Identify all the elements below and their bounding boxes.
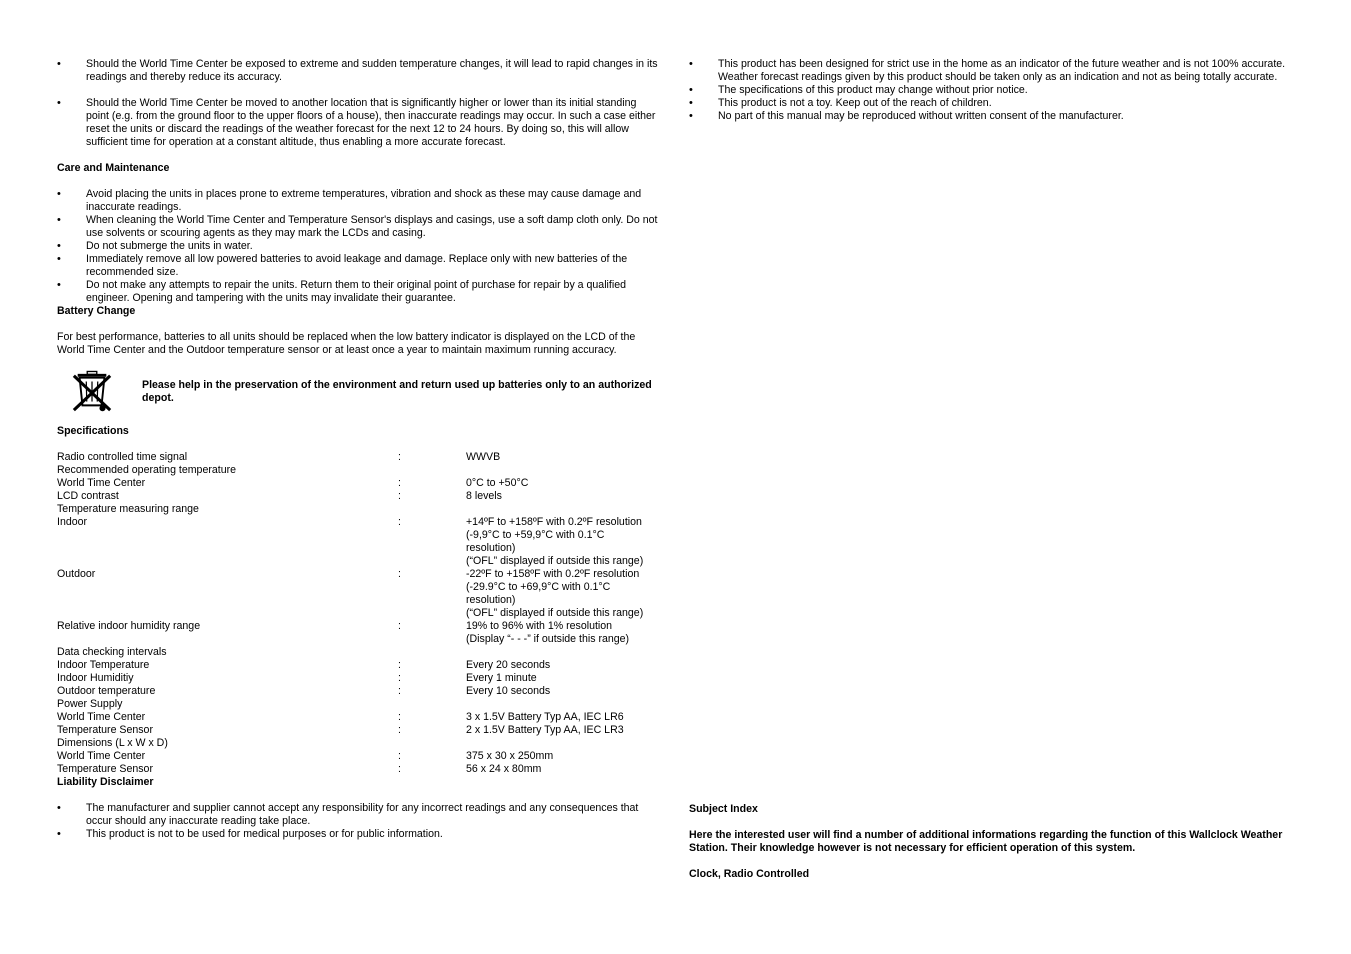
spec-heading: Specifications: [57, 425, 129, 437]
spec-separator: :: [398, 672, 401, 684]
spec-separator: :: [398, 763, 401, 775]
spec-value: Every 20 seconds: [466, 659, 551, 671]
recycle-notice: [57, 370, 662, 414]
liability-list: [57, 802, 662, 841]
subject-index-section: [689, 803, 1294, 881]
spec-separator: :: [398, 477, 401, 489]
list-item: • This product is not a toy. Keep out of the reach of children.: [689, 97, 1294, 110]
spec-value: [466, 503, 662, 516]
table-row: [57, 451, 662, 464]
spec-separator: [398, 646, 466, 659]
spec-separator: [398, 555, 466, 568]
spec-separator: [398, 581, 466, 594]
table-row: [57, 711, 662, 724]
spec-label: Temperature Sensor: [57, 724, 153, 736]
table-row: [57, 737, 662, 750]
list-item: • This product is not to be used for medical purposes or for public information.: [57, 828, 662, 841]
spec-label: [57, 607, 398, 620]
spec-label: [57, 594, 398, 607]
list-item: • The specifications of this product may change without prior notice.: [689, 84, 1294, 97]
top-bullet-list: [57, 58, 662, 149]
spec-label: [57, 555, 398, 568]
spec-value: +14ºF to +158ºF with 0.2ºF resolution: [466, 516, 642, 528]
spec-separator: :: [398, 750, 401, 762]
spec-label: Data checking intervals: [57, 646, 167, 658]
spec-value: (-29.9°C to +69,9°C with 0.1°C: [466, 581, 611, 593]
list-item: • No part of this manual may be reproduced without written consent of the manufacturer.: [689, 110, 1294, 123]
table-row: [57, 555, 662, 568]
care-heading: Care and Maintenance: [57, 162, 170, 174]
spec-value: [466, 737, 662, 750]
spec-value: 2 x 1.5V Battery Typ AA, IEC LR3: [466, 724, 624, 736]
spec-separator: [398, 503, 466, 516]
table-row: [57, 542, 662, 555]
spec-label: Power Supply: [57, 698, 123, 710]
subject-heading: Subject Index: [689, 803, 758, 815]
left-column: [57, 58, 662, 841]
table-row: [57, 659, 662, 672]
spec-separator: :: [398, 724, 401, 736]
spec-separator: :: [398, 659, 401, 671]
list-item: • Avoid placing the units in places prone to extreme temperatures, vibration and shock as these may cause damage and inaccurate readings.: [57, 188, 662, 214]
table-row: [57, 490, 662, 503]
table-row: [57, 633, 662, 646]
table-row: [57, 477, 662, 490]
spec-value: [466, 698, 662, 711]
clock-heading: Clock, Radio Controlled: [689, 868, 810, 880]
table-row: [57, 620, 662, 633]
spec-separator: :: [398, 451, 401, 463]
spec-separator: :: [398, 685, 401, 697]
spec-separator: [398, 633, 466, 646]
spec-value: 19% to 96% with 1% resolution: [466, 620, 613, 632]
spec-value: resolution): [466, 594, 516, 606]
table-row: [57, 763, 662, 776]
spec-value: Every 1 minute: [466, 672, 537, 684]
right-bullet-list: [689, 58, 1294, 123]
spec-value: [466, 646, 662, 659]
spec-label: Temperature Sensor: [57, 763, 153, 775]
spec-separator: :: [398, 490, 401, 502]
list-item: • Should the World Time Center be exposed to extreme and sudden temperature changes, it will lead to rapid changes in its readings and thereby reduce its accuracy.: [57, 58, 662, 84]
table-row: [57, 672, 662, 685]
recycle-text: Please help in the preservation of the environment and return used up batteries only to an authorized depot.: [142, 379, 652, 404]
list-item: • This product has been designed for strict use in the home as an indicator of the future weather and is not 100% accurate. Weather forecast readings given by this product should be taken only as an indication and not as being totally accurate.: [689, 58, 1294, 84]
spec-separator: [398, 607, 466, 620]
spec-value: [466, 464, 662, 477]
spec-value: (Display “- - -” if outside this range): [466, 633, 630, 645]
table-row: [57, 529, 662, 542]
spec-separator: [398, 594, 466, 607]
liability-heading: Liability Disclaimer: [57, 776, 154, 788]
spec-label: Outdoor temperature: [57, 685, 156, 697]
list-item: • Should the World Time Center be moved to another location that is significantly higher or lower than its initial standing point (e.g. from the ground floor to the upper floors of a house), then inaccurate readings may occur. In such a case either reset the units or discard the readings of the weather forecast for the next 12 to 24 hours. By doing so, this will allow sufficient time for operation at a constant altitude, thus enabling a more accurate forecast.: [57, 97, 662, 149]
spec-label: World Time Center: [57, 750, 146, 762]
spec-label: Dimensions (L x W x D): [57, 737, 168, 749]
spec-value: resolution): [466, 542, 516, 554]
table-row: [57, 516, 662, 529]
spec-separator: [398, 737, 466, 750]
table-row: [57, 464, 662, 477]
table-row: [57, 685, 662, 698]
table-row: [57, 503, 662, 516]
spec-value: 375 x 30 x 250mm: [466, 750, 554, 762]
spec-label: Radio controlled time signal: [57, 451, 188, 463]
spec-label: Outdoor: [57, 568, 96, 580]
spec-separator: :: [398, 568, 401, 580]
spec-label: LCD contrast: [57, 490, 119, 502]
spec-separator: :: [398, 711, 401, 723]
spec-value: -22ºF to +158ºF with 0.2ºF resolution: [466, 568, 640, 580]
spec-value: (“OFL” displayed if outside this range): [466, 555, 644, 567]
spec-separator: :: [398, 620, 401, 632]
spec-value: 8 levels: [466, 490, 502, 502]
right-column: [689, 58, 1294, 123]
spec-label: [57, 542, 398, 555]
spec-label: Relative indoor humidity range: [57, 620, 201, 632]
spec-value: 0°C to +50°C: [466, 477, 529, 489]
table-row: [57, 698, 662, 711]
spec-table: [57, 451, 662, 776]
spec-value: (-9,9°C to +59,9°C with 0.1°C: [466, 529, 605, 541]
spec-label: Temperature measuring range: [57, 503, 199, 515]
spec-value: WWVB: [466, 451, 501, 463]
spec-separator: :: [398, 516, 401, 528]
list-item: • Do not make any attempts to repair the units. Return them to their original point of purchase for repair by a qualified engineer. Opening and tampering with the units may invalidate their guarantee.: [57, 279, 662, 305]
spec-label: Indoor Temperature: [57, 659, 150, 671]
spec-label: Recommended operating temperature: [57, 464, 237, 476]
table-row: [57, 607, 662, 620]
table-row: [57, 568, 662, 581]
spec-value: Every 10 seconds: [466, 685, 551, 697]
battery-text: For best performance, batteries to all units should be replaced when the low battery indicator is displayed on the LCD of the World Time Center and the Outdoor temperature sensor or at least once a year to maintain maximum running accuracy.: [57, 331, 636, 356]
list-item: • Immediately remove all low powered batteries to avoid leakage and damage. Replace only with new batteries of the recommended size.: [57, 253, 662, 279]
crossed-bin-icon: [71, 370, 113, 414]
spec-label: World Time Center: [57, 477, 146, 489]
table-row: [57, 594, 662, 607]
spec-value: 56 x 24 x 80mm: [466, 763, 542, 775]
table-row: [57, 750, 662, 763]
battery-heading: Battery Change: [57, 305, 136, 317]
table-row: [57, 581, 662, 594]
table-row: [57, 724, 662, 737]
table-row: [57, 646, 662, 659]
spec-separator: [398, 464, 466, 477]
care-list: [57, 188, 662, 305]
spec-label: [57, 633, 398, 646]
subject-text: Here the interested user will find a number of additional informations regarding the function of this Wallclock Weather Station. Their knowledge however is not necessary for efficient operation of this system.: [689, 829, 1283, 854]
spec-label: [57, 529, 398, 542]
spec-value: 3 x 1.5V Battery Typ AA, IEC LR6: [466, 711, 624, 723]
spec-label: [57, 581, 398, 594]
spec-separator: [398, 698, 466, 711]
list-item: • When cleaning the World Time Center and Temperature Sensor's displays and casings, use a soft damp cloth only. Do not use solvents or scouring agents as they may mark the LCDs and casing.: [57, 214, 662, 240]
list-item: • Do not submerge the units in water.: [57, 240, 662, 253]
spec-separator: [398, 542, 466, 555]
spec-value: (“OFL” displayed if outside this range): [466, 607, 644, 619]
spec-label: Indoor: [57, 516, 88, 528]
spec-label: Indoor Humiditiy: [57, 672, 134, 684]
spec-separator: [398, 529, 466, 542]
spec-label: World Time Center: [57, 711, 146, 723]
list-item: • The manufacturer and supplier cannot accept any responsibility for any incorrect readings and any consequences that occur should any inaccurate reading take place.: [57, 802, 662, 828]
